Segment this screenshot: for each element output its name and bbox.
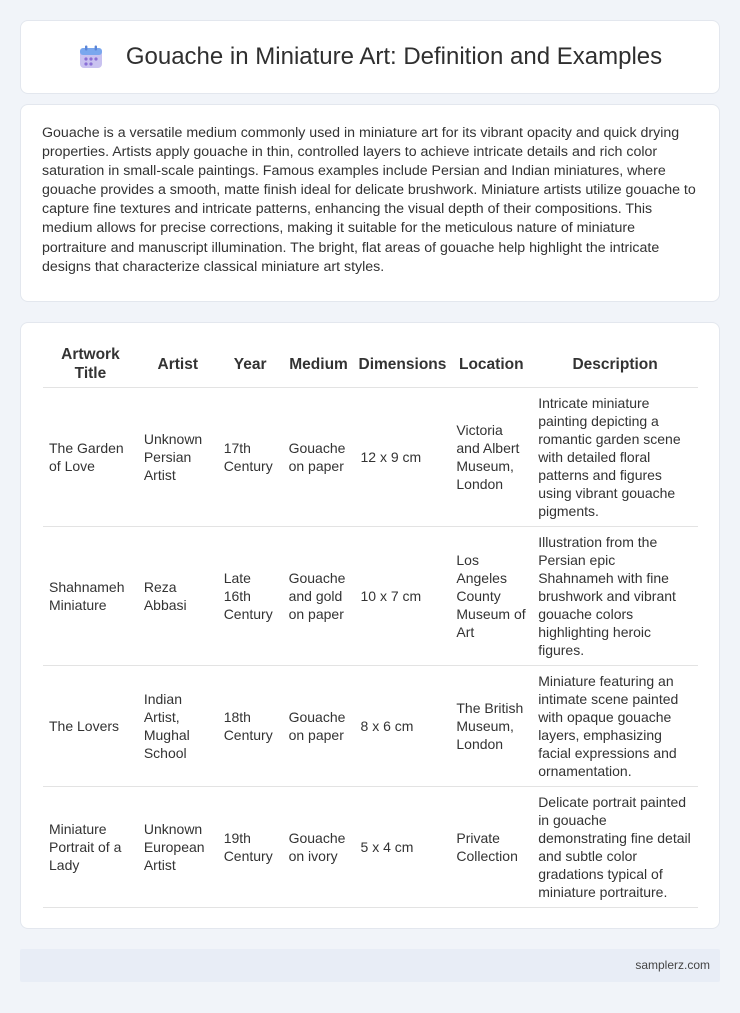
artworks-table (43, 341, 698, 908)
table-row (43, 666, 698, 787)
table-cell: 18th Century (218, 666, 283, 787)
table-cell: Illustration from the Persian epic Shahnameh with fine brushwork and vibrant gouache colors highlighting heroic figures. (532, 527, 698, 666)
intro-paragraph: Gouache is a versatile medium commonly used in miniature art for its vibrant opacity and quick drying properties. Artists apply gouache in thin, controlled layers to achieve intricate details and rich color saturation in small-scale paintings. Famous examples include Persian and Indian miniatures, where gouache provides a smooth, matte finish ideal for delicate brushwork. Miniature artists utilize gouache to capture fine textures and intricate patterns, enhancing the visual depth of their compositions. This medium allows for precise corrections, making it suitable for the meticulous nature of miniature portraiture and manuscript illumination. The bright, flat areas of gouache help highlight the intricate designs that characterize classical miniature art styles. (42, 125, 696, 275)
table-cell: Gouache on ivory (283, 787, 355, 908)
table-cell: Unknown Persian Artist (138, 388, 218, 527)
table-row (43, 787, 698, 908)
footer (20, 949, 720, 982)
table-cell: The British Museum, London (450, 666, 532, 787)
table-cell: The Garden of Love (43, 388, 138, 527)
table-cell: Delicate portrait painted in gouache demonstrating fine detail and subtle color gradations typical of miniature portraiture. (532, 787, 698, 908)
column-header: Dimensions (355, 341, 451, 388)
table-cell: Intricate miniature painting depicting a romantic garden scene with detailed floral patterns and figures using vibrant gouache pigments. (532, 388, 698, 527)
table-header-row (43, 341, 698, 388)
table-cell: Indian Artist, Mughal School (138, 666, 218, 787)
column-header: Location (450, 341, 532, 388)
table-cell: 10 x 7 cm (355, 527, 451, 666)
header-card (20, 20, 720, 94)
column-header: Artist (138, 341, 218, 388)
table-cell: 17th Century (218, 388, 283, 527)
table-cell: Private Collection (450, 787, 532, 908)
column-header: Medium (283, 341, 355, 388)
table-cell: The Lovers (43, 666, 138, 787)
table-cell: Miniature featuring an intimate scene painted with opaque gouache layers, emphasizing facial expressions and ornamentation. (532, 666, 698, 787)
table-cell: Unknown European Artist (138, 787, 218, 908)
table-cell: 5 x 4 cm (355, 787, 451, 908)
table-row (43, 527, 698, 666)
table-cell: Reza Abbasi (138, 527, 218, 666)
table-cell: Shahnameh Miniature (43, 527, 138, 666)
footer-site-link[interactable]: samplerz.com (635, 958, 710, 972)
column-header: Description (532, 341, 698, 388)
table-row (43, 388, 698, 527)
table-cell: Victoria and Albert Museum, London (450, 388, 532, 527)
table-cell: Gouache on paper (283, 388, 355, 527)
column-header: Year (218, 341, 283, 388)
intro-card (20, 104, 720, 302)
table-cell: 8 x 6 cm (355, 666, 451, 787)
table-cell: Los Angeles County Museum of Art (450, 527, 532, 666)
table-cell: Late 16th Century (218, 527, 283, 666)
table-cell: 12 x 9 cm (355, 388, 451, 527)
table-card (20, 322, 720, 929)
column-header: Artwork Title (43, 341, 138, 388)
table-cell: 19th Century (218, 787, 283, 908)
title-wrap (78, 43, 662, 71)
page-title: Gouache in Miniature Art: Definition and Examples (125, 43, 663, 70)
table-cell: Gouache and gold on paper (283, 527, 355, 666)
table-cell: Gouache on paper (283, 666, 355, 787)
table-cell: Miniature Portrait of a Lady (43, 787, 138, 908)
calendar-icon (78, 44, 104, 70)
